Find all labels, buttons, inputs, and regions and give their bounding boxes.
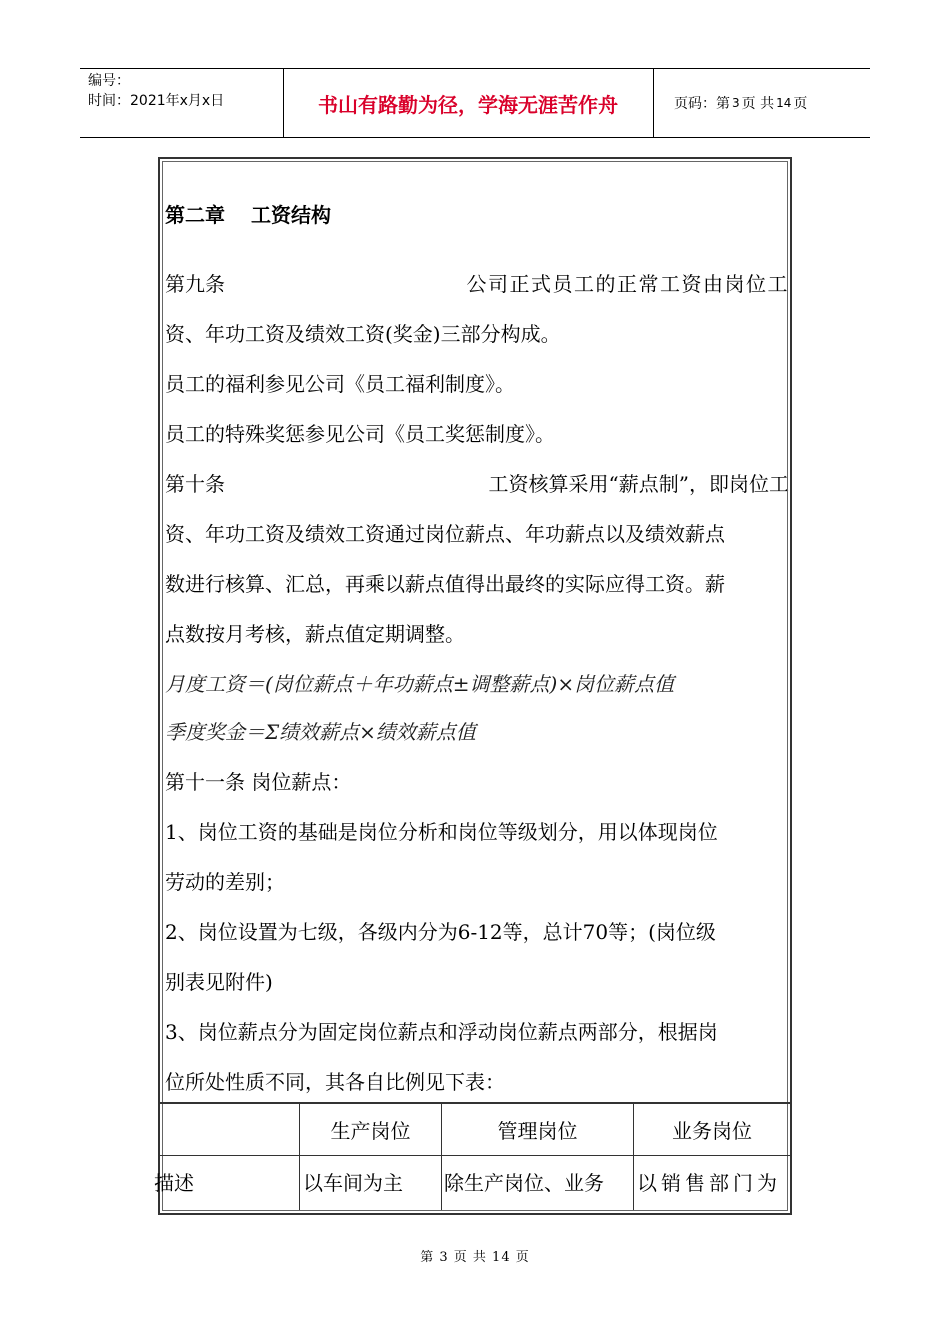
article-9-line-1: 第九条 公司正式员工的正常工资由岗位工 [165,272,789,296]
header-meta [88,71,283,111]
quarterly-bonus-formula: 季度奖金＝Σ绩效薪点×绩效薪点值 [165,720,476,744]
table-row-label: 描述 [154,1171,194,1195]
chapter-heading [165,199,331,228]
article-10-line-1: 第十条 工资核算采用“薪点制”，即岗位工 [165,472,789,496]
welfare-paragraph: 员工的福利参见公司《员工福利制度》。 [165,372,515,396]
position-ratio-table [154,1102,792,1210]
article-11-item-3-line-1: 3、岗位薪点分为固定岗位薪点和浮动岗位薪点两部分，根据岗 [165,1020,718,1044]
article-11-item-2-line-2: 别表见附件) [165,970,273,994]
table-header-cell: 业务岗位 [672,1119,752,1143]
table-header-cell: 管理岗位 [497,1119,578,1143]
article-10-line-3: 数进行核算、汇总，再乘以薪点值得出最终的实际应得工资。薪 [165,572,725,596]
article-11-item-3-line-2: 位所处性质不同，其各自比例见下表： [165,1070,505,1094]
article-10-line-4: 点数按月考核，薪点值定期调整。 [165,622,465,646]
article-11-heading: 第十一条 岗位薪点： [165,770,352,794]
table-cell: 以销售部门为 [637,1171,781,1195]
content-frame [158,157,792,1215]
article-10-line-2: 资、年功工资及绩效工资通过岗位薪点、年功薪点以及绩效薪点 [165,522,725,546]
article-11-item-1-line-2: 劳动的差别； [165,870,285,894]
table-header-cell: 生产岗位 [330,1119,411,1143]
header-divider [653,69,654,137]
document-number-label: 编号： [88,73,130,89]
monthly-wage-formula: 月度工资＝(岗位薪点＋年功薪点±调整薪点)×岗位薪点值 [165,672,675,696]
chapter-number: 第二章 [165,203,225,227]
article-11-item-2-line-1: 2、岗位设置为七级，各级内分为6-12等，总计70等；(岗位级 [165,920,716,944]
header-motto: 书山有路勤为径，学海无涯苦作舟 [318,92,618,117]
table-cell: 除生产岗位、业务 [444,1171,604,1195]
document-date: 时间：2021年x月x日 [88,93,225,109]
article-11-item-1-line-1: 1、岗位工资的基础是岗位分析和岗位等级划分，用以体现岗位 [165,820,718,844]
page-header [80,68,870,138]
page-footer: 第 3 页 共 14 页 [420,1250,530,1265]
table-cell: 以车间为主 [303,1171,403,1195]
reward-paragraph: 员工的特殊奖惩参见公司《员工奖惩制度》。 [165,422,555,446]
chapter-title: 工资结构 [251,203,331,227]
header-page-number: 页码：第 3 页 共 14 页 [674,96,808,112]
article-9-line-2: 资、年功工资及绩效工资(奖金)三部分构成。 [165,322,561,346]
